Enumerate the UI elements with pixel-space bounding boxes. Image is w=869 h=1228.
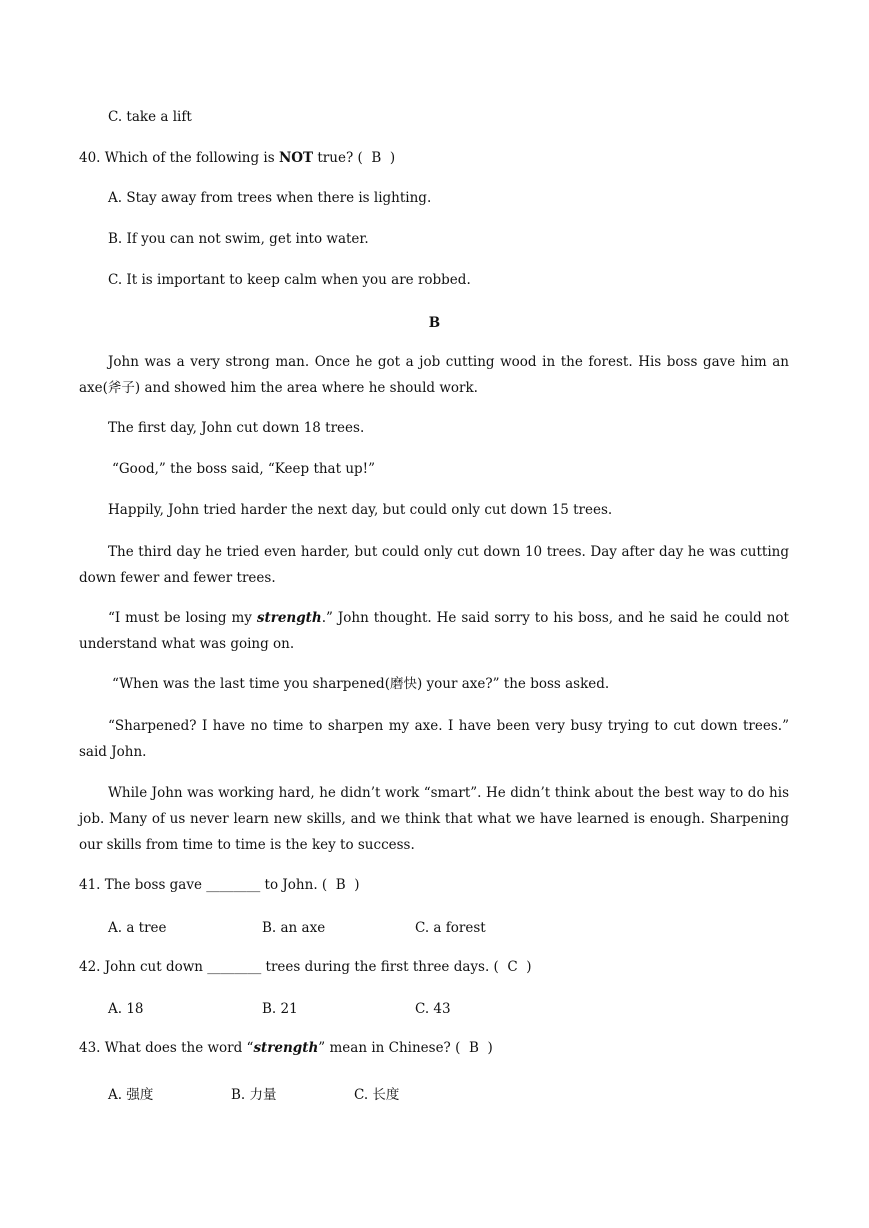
passage-paragraph-3: “Good,” the boss said, “Keep that up!”	[112, 461, 375, 477]
q40-stem	[79, 152, 395, 166]
p1-text: John was a very strong man. Once he got a job cutting wood in the forest. His boss gave him an axe(斧子) and showed him the area where he should work.	[79, 354, 789, 396]
q40-stem-bold: NOT	[278, 150, 314, 166]
q43-stem-post: ” mean in Chinese? ( B )	[318, 1040, 493, 1056]
passage-paragraph-7: “When was the last time you sharpened(磨快) your axe?” the boss asked.	[112, 676, 610, 692]
q43-strength-word: strength	[253, 1040, 319, 1056]
q41-option-b: B. an axe	[262, 920, 326, 936]
passage-paragraph-5	[79, 539, 789, 591]
q42-option-b: B. 21	[262, 1001, 298, 1017]
q40-stem-post: true? ( B )	[313, 150, 396, 166]
passage-paragraph-1	[79, 349, 789, 401]
q42-option-a: A. 18	[108, 1001, 144, 1017]
q43-option-b: B. 力量	[231, 1087, 277, 1103]
passage-paragraph-9	[79, 780, 789, 858]
q42-option-c: C. 43	[415, 1001, 451, 1017]
q43-option-a: A. 强度	[108, 1087, 154, 1103]
q40-stem-pre: 40. Which of the following is	[79, 150, 279, 166]
q43-option-c: C. 长度	[354, 1087, 400, 1103]
passage-paragraph-8	[79, 713, 789, 765]
section-heading: B	[428, 315, 441, 331]
p6-strength-word: strength	[256, 610, 322, 626]
q40-option-b: B. If you can not swim, get into water.	[108, 231, 369, 247]
p9-text: While John was working hard, he didn’t work “smart”. He didn’t think about the best way to do his job. Many of us never learn new skills, and we think that what we have learned is enough. Sharpening our skills from time to time is the key to success.	[79, 785, 789, 853]
q43-stem-pre: 43. What does the word “	[79, 1040, 254, 1056]
q40-option-a: A. Stay away from trees when there is lighting.	[108, 190, 432, 206]
passage-paragraph-6	[79, 605, 789, 657]
passage-paragraph-4: Happily, John tried harder the next day, but could only cut down 15 trees.	[108, 502, 613, 518]
p5-text: The third day he tried even harder, but could only cut down 10 trees. Day after day he was cutting down fewer and fewer trees.	[79, 544, 789, 586]
q41-stem: 41. The boss gave ________ to John. ( B )	[79, 877, 360, 893]
passage-paragraph-2: The first day, John cut down 18 trees.	[108, 420, 365, 436]
p6-post: .” John thought. He said sorry to his boss, and he said he could not understand what was going on.	[79, 610, 789, 652]
p6-pre: “I must be losing my	[108, 610, 257, 626]
q39-option-c: C. take a lift	[108, 109, 192, 125]
q42-stem: 42. John cut down ________ trees during the first three days. ( C )	[79, 959, 532, 975]
q40-option-c: C. It is important to keep calm when you are robbed.	[108, 272, 471, 288]
p8-text: “Sharpened? I have no time to sharpen my axe. I have been very busy trying to cut down trees.” said John.	[79, 718, 789, 760]
q43-stem	[79, 1042, 493, 1056]
q41-option-a: A. a tree	[108, 920, 167, 936]
q41-option-c: C. a forest	[415, 920, 486, 936]
